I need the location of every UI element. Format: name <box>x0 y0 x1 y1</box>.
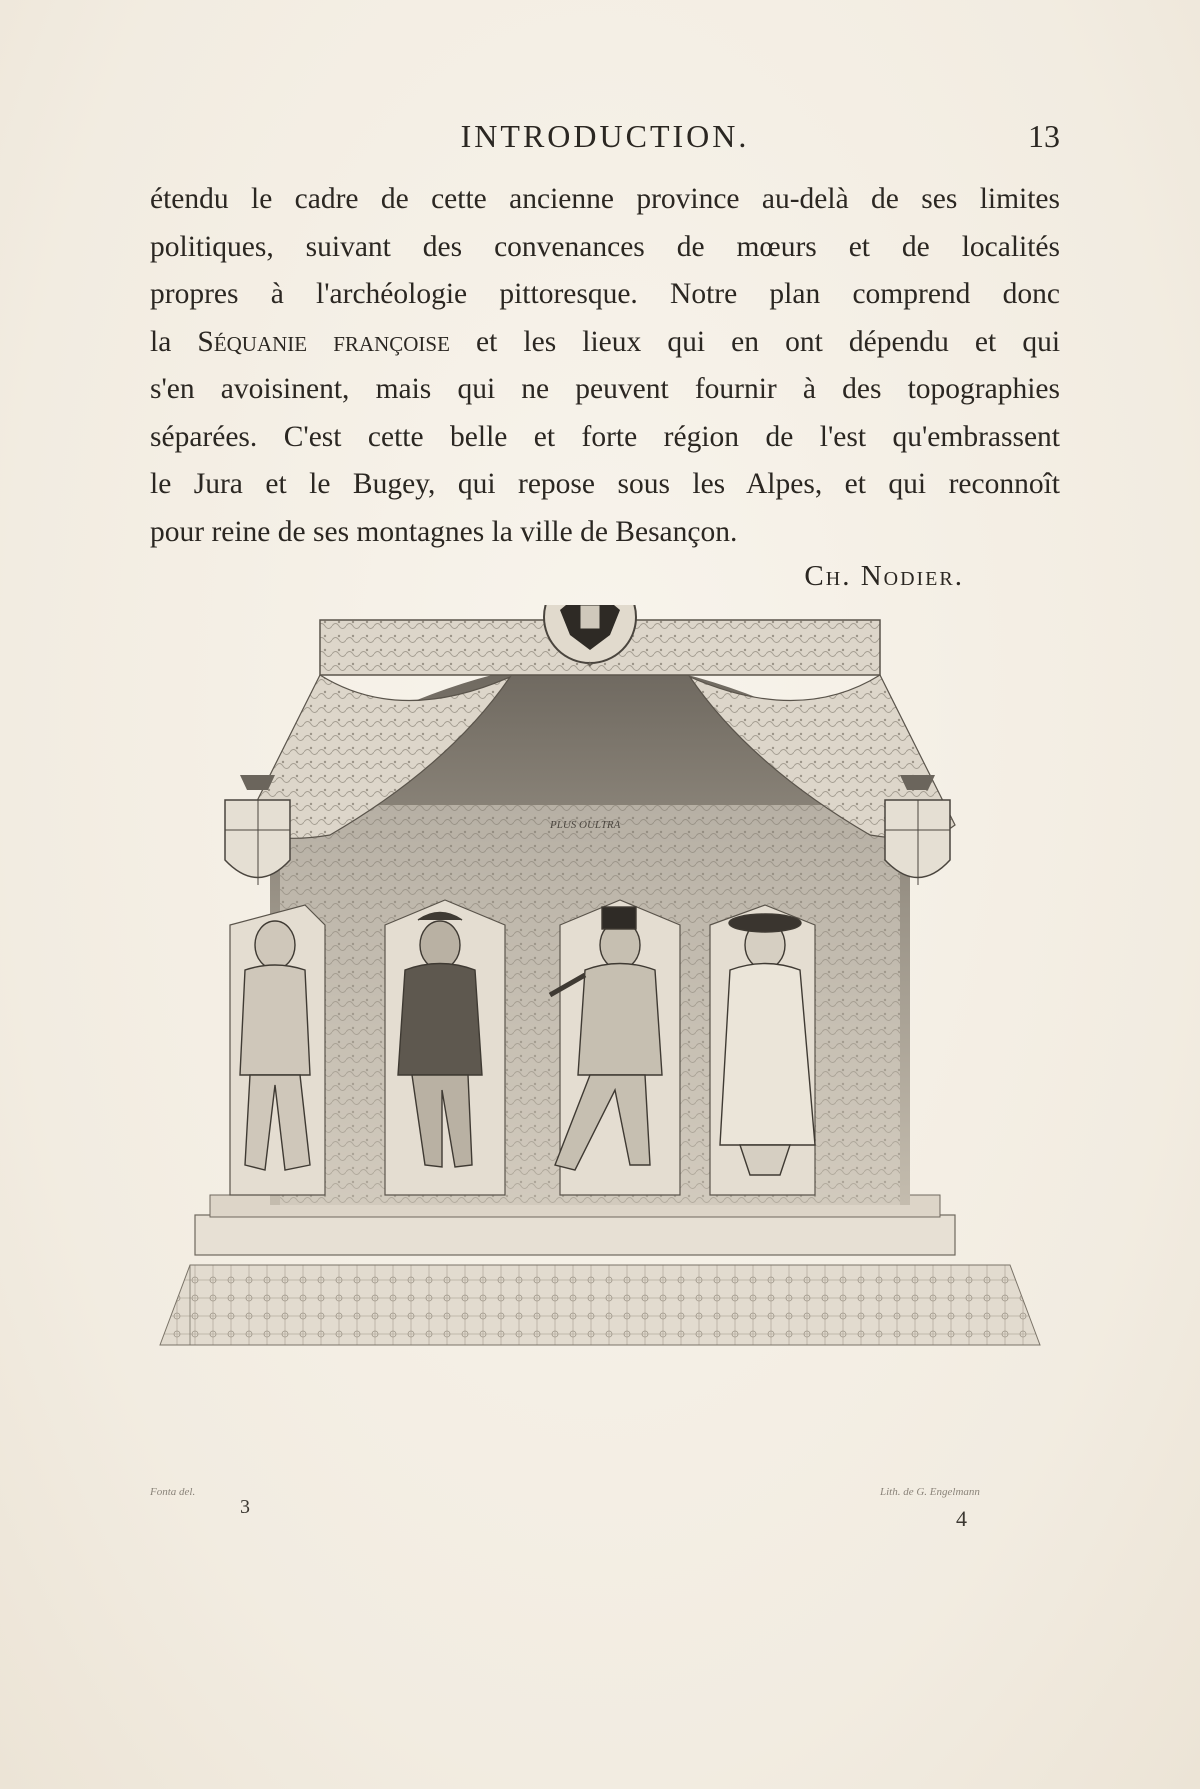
platform <box>195 1215 955 1255</box>
running-head <box>150 118 1060 158</box>
running-title: INTRODUCTION. <box>460 118 750 154</box>
plate-mark-right: 4 <box>956 1506 967 1531</box>
page-number: 13 <box>1028 118 1060 154</box>
text-line: propres à l'archéologie pittoresque. Notre plan comprend donc <box>150 278 1060 310</box>
text-line: séparées. C'est cette belle et forte région de l'est qu'embrassent <box>150 420 1060 453</box>
text-line: étendu le cadre de cette ancienne province au-delà de ses limites <box>150 183 1060 215</box>
plate-mark-left: 3 <box>240 1496 250 1518</box>
text-line: politiques, suivant des convenances de mœurs et de localités <box>150 230 1060 263</box>
floor <box>160 1265 1040 1345</box>
motto-banner: PLUS OULTRA <box>550 819 621 831</box>
text-fragment: et les lieux qui en ont dépendu et qui <box>476 325 1061 358</box>
plate-credit-right: Lith. de G. Engelmann <box>880 1486 980 1498</box>
engraving-illustration <box>150 605 1050 1505</box>
engraving-plate <box>150 605 1050 1505</box>
author-signature: Ch. Nodier. <box>804 560 964 592</box>
smallcaps-term: Séquanie françoise <box>197 325 450 358</box>
body-paragraph <box>150 176 1060 556</box>
text-fragment: la <box>150 325 172 358</box>
plate-credit-left: Fonta del. <box>150 1486 196 1498</box>
text-line: pour reine de ses montagnes la ville de Besançon. <box>150 515 738 548</box>
text-line-sequanie <box>150 319 1060 367</box>
text-line: s'en avoisinent, mais qui ne peuvent fournir à des topographies <box>150 373 1060 405</box>
svg-text:✦: ✦ <box>585 660 595 671</box>
text-line: le Jura et le Bugey, qui repose sous les Alpes, et qui reconnoît <box>150 468 1060 500</box>
